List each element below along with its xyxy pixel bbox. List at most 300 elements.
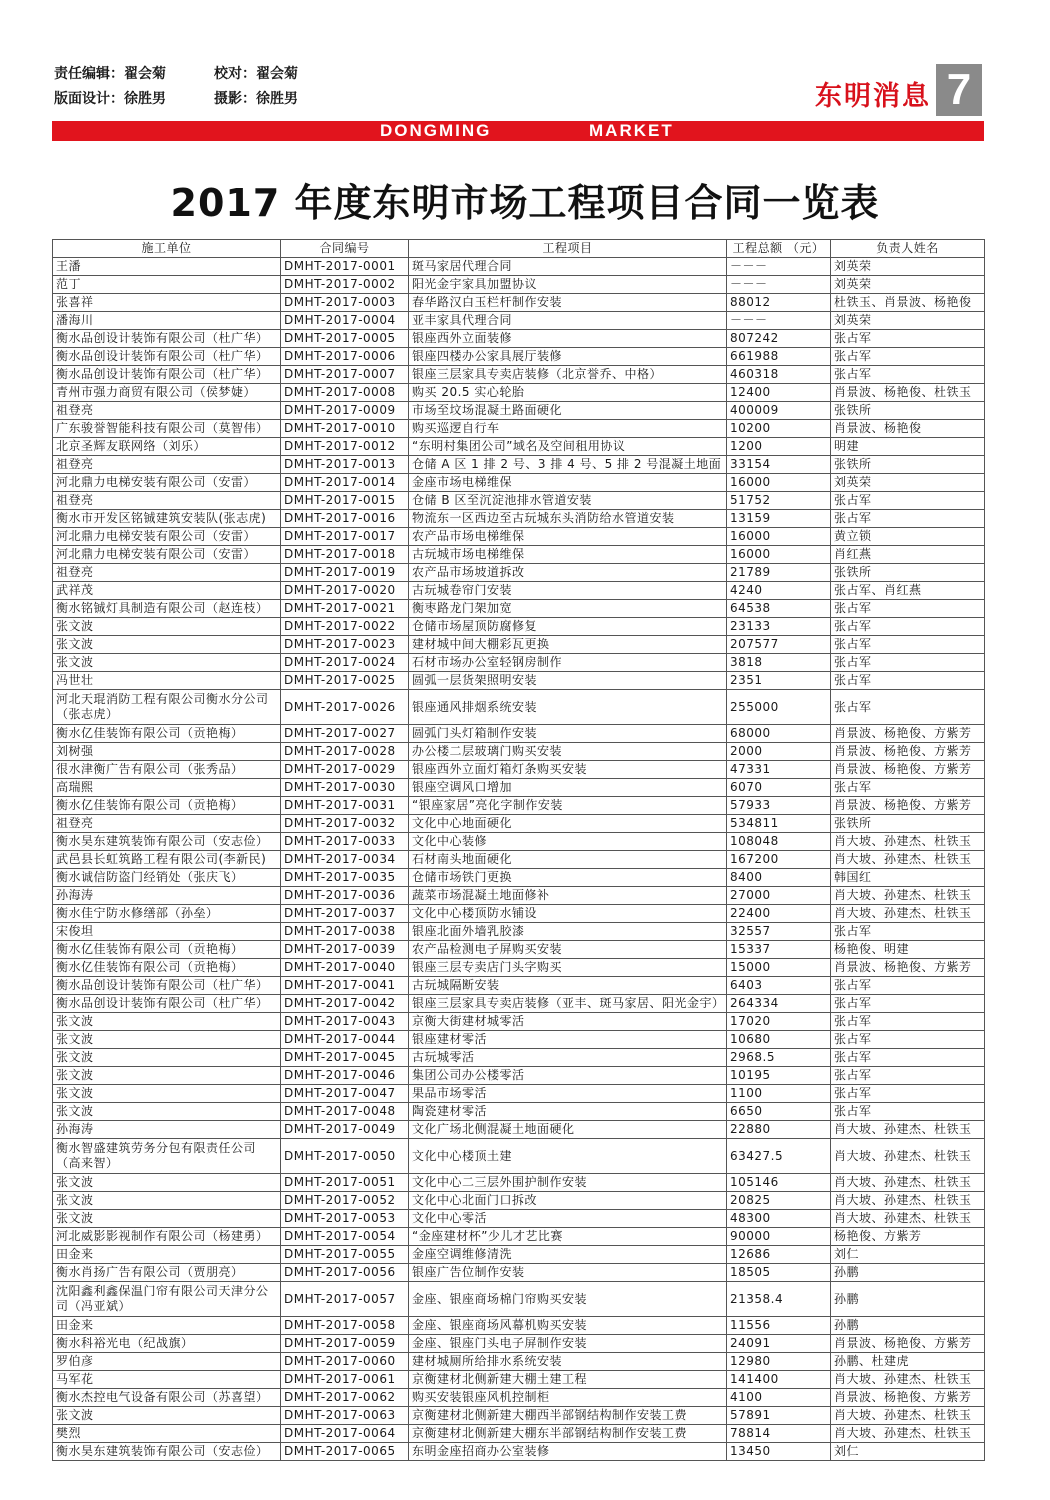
- cell-responsible: 张铁所: [831, 815, 985, 833]
- table-row: [53, 1103, 985, 1121]
- cell-amount: －－－: [727, 258, 831, 276]
- cell-contract-no: DMHT-2017-0055: [281, 1246, 409, 1264]
- cell-responsible: 肖大坡、孙建杰、杜铁玉: [831, 851, 985, 869]
- cell-amount: 88012: [727, 294, 831, 312]
- cell-amount: 22400: [727, 905, 831, 923]
- cell-project: 金座、银座商场风幕机购买安装: [409, 1317, 727, 1335]
- cell-amount: 4100: [727, 1389, 831, 1407]
- cell-contract-no: DMHT-2017-0060: [281, 1353, 409, 1371]
- cell-responsible: 张占军: [831, 1085, 985, 1103]
- cell-amount: 6403: [727, 977, 831, 995]
- page-number: 7: [936, 64, 982, 116]
- cell-contract-no: DMHT-2017-0036: [281, 887, 409, 905]
- table-row: [53, 456, 985, 474]
- cell-contract-no: DMHT-2017-0018: [281, 546, 409, 564]
- cell-contractor: 衡水诚信防盗门经销处（张庆飞）: [53, 869, 281, 887]
- cell-responsible: 杨艳俊、明建: [831, 941, 985, 959]
- cell-amount: 12400: [727, 384, 831, 402]
- cell-contract-no: DMHT-2017-0010: [281, 420, 409, 438]
- table-row: [53, 348, 985, 366]
- credits-block: [54, 62, 298, 112]
- cell-amount: 48300: [727, 1210, 831, 1228]
- cell-project: 银座四楼办公家具展厅装修: [409, 348, 727, 366]
- cell-amount: 207577: [727, 636, 831, 654]
- table-row: [53, 1264, 985, 1282]
- table-row: [53, 1335, 985, 1353]
- cell-amount: 534811: [727, 815, 831, 833]
- cell-responsible: 肖大坡、孙建杰、杜铁玉: [831, 1121, 985, 1139]
- cell-contract-no: DMHT-2017-0046: [281, 1067, 409, 1085]
- cell-project: 亚丰家具代理合同: [409, 312, 727, 330]
- table-row: [53, 1407, 985, 1425]
- cell-contract-no: DMHT-2017-0031: [281, 797, 409, 815]
- table-row: [53, 1085, 985, 1103]
- cell-contractor: 孙海涛: [53, 1121, 281, 1139]
- table-row: [53, 618, 985, 636]
- cell-contract-no: DMHT-2017-0025: [281, 672, 409, 690]
- cell-amount: 400009: [727, 402, 831, 420]
- cell-project: 购买安装银座风机控制柜: [409, 1389, 727, 1407]
- cell-project: 圆弧一层货架照明安装: [409, 672, 727, 690]
- cell-contract-no: DMHT-2017-0038: [281, 923, 409, 941]
- cell-responsible: 肖大坡、孙建杰、杜铁玉: [831, 1210, 985, 1228]
- cell-project: 银座通风排烟系统安装: [409, 690, 727, 725]
- cell-amount: 807242: [727, 330, 831, 348]
- cell-responsible: 张占军: [831, 779, 985, 797]
- cell-responsible: 肖景波、杨艳俊、方紫芳: [831, 797, 985, 815]
- cell-contractor: 祖登亮: [53, 456, 281, 474]
- cell-responsible: 刘英荣: [831, 276, 985, 294]
- cell-amount: 11556: [727, 1317, 831, 1335]
- table-row: [53, 420, 985, 438]
- table-row: [53, 1139, 985, 1174]
- cell-project: 文化中心楼顶防水铺设: [409, 905, 727, 923]
- cell-project: 蔬菜市场混凝土地面修补: [409, 887, 727, 905]
- cell-project: 仓储 B 区至沉淀池排水管道安装: [409, 492, 727, 510]
- cell-contractor: 衡水亿佳装饰有限公司（贡艳梅）: [53, 941, 281, 959]
- cell-responsible: 黄立锁: [831, 528, 985, 546]
- cell-contractor: 衡水亿佳装饰有限公司（贡艳梅）: [53, 725, 281, 743]
- cell-responsible: 肖大坡、孙建杰、杜铁玉: [831, 905, 985, 923]
- cell-responsible: 肖景波、杨艳俊: [831, 420, 985, 438]
- cell-responsible: 肖红燕: [831, 546, 985, 564]
- cell-amount: 90000: [727, 1228, 831, 1246]
- table-row: [53, 941, 985, 959]
- cell-contractor: 张文波: [53, 1031, 281, 1049]
- cell-project: 京衡建材北侧新建大棚土建工程: [409, 1371, 727, 1389]
- cell-responsible: 张铁所: [831, 456, 985, 474]
- table-row: [53, 294, 985, 312]
- cell-contract-no: DMHT-2017-0024: [281, 654, 409, 672]
- cell-responsible: 张占军: [831, 600, 985, 618]
- cell-amount: 47331: [727, 761, 831, 779]
- cell-contractor: 武邑县长虹筑路工程有限公司(李新民): [53, 851, 281, 869]
- cell-project: 集团公司办公楼零活: [409, 1067, 727, 1085]
- cell-contract-no: DMHT-2017-0026: [281, 690, 409, 725]
- cell-contractor: 冯世壮: [53, 672, 281, 690]
- table-row: [53, 761, 985, 779]
- cell-amount: 18505: [727, 1264, 831, 1282]
- cell-contractor: 罗伯彦: [53, 1353, 281, 1371]
- table-row: [53, 510, 985, 528]
- cell-amount: 12980: [727, 1353, 831, 1371]
- column-header-project: 工程项目: [409, 240, 727, 258]
- cell-contractor: 武祥茂: [53, 582, 281, 600]
- cell-amount: 78814: [727, 1425, 831, 1443]
- cell-responsible: 肖大坡、孙建杰、杜铁玉: [831, 1139, 985, 1174]
- cell-project: 衡枣路龙门架加宽: [409, 600, 727, 618]
- table-row: [53, 1443, 985, 1461]
- table-row: [53, 1389, 985, 1407]
- cell-contract-no: DMHT-2017-0012: [281, 438, 409, 456]
- cell-amount: 2000: [727, 743, 831, 761]
- table-row: [53, 258, 985, 276]
- cell-amount: 12686: [727, 1246, 831, 1264]
- cell-contractor: 衡水品创设计装饰有限公司（杜广华）: [53, 348, 281, 366]
- cell-project: “东明村集团公司”域名及空间租用协议: [409, 438, 727, 456]
- table-row: [53, 384, 985, 402]
- cell-contract-no: DMHT-2017-0035: [281, 869, 409, 887]
- cell-amount: －－－: [727, 276, 831, 294]
- cell-amount: 16000: [727, 546, 831, 564]
- cell-contract-no: DMHT-2017-0034: [281, 851, 409, 869]
- cell-responsible: 张占军: [831, 995, 985, 1013]
- cell-responsible: 孙鹏: [831, 1317, 985, 1335]
- table-row: [53, 1174, 985, 1192]
- cell-contractor: 衡水昊东建筑装饰有限公司（安志俭）: [53, 1443, 281, 1461]
- newspaper-brand: 东明消息: [815, 81, 931, 112]
- cell-amount: －－－: [727, 312, 831, 330]
- cell-contractor: 田金来: [53, 1246, 281, 1264]
- cell-project: 金座、银座商场棉门帘购买安装: [409, 1282, 727, 1317]
- cell-project: 购买 20.5 实心轮胎: [409, 384, 727, 402]
- table-row: [53, 887, 985, 905]
- cell-contractor: 河北鼎力电梯安装有限公司（安雷）: [53, 474, 281, 492]
- cell-responsible: 肖大坡、孙建杰、杜铁玉: [831, 887, 985, 905]
- cell-contractor: 河北鼎力电梯安装有限公司（安雷）: [53, 546, 281, 564]
- cell-responsible: 肖景波、杨艳俊、杜铁玉: [831, 384, 985, 402]
- cell-contract-no: DMHT-2017-0033: [281, 833, 409, 851]
- table-row: [53, 492, 985, 510]
- cell-responsible: 张铁所: [831, 564, 985, 582]
- cell-project: 银座广告位制作安装: [409, 1264, 727, 1282]
- cell-project: 建材城厕所给排水系统安装: [409, 1353, 727, 1371]
- table-row: [53, 1031, 985, 1049]
- cell-contractor: 河北鼎力电梯安装有限公司（安雷）: [53, 528, 281, 546]
- table-row: [53, 833, 985, 851]
- cell-project: 银座三层专卖店门头字购买: [409, 959, 727, 977]
- cell-contractor: 张文波: [53, 1085, 281, 1103]
- cell-contractor: 张喜祥: [53, 294, 281, 312]
- cell-contract-no: DMHT-2017-0022: [281, 618, 409, 636]
- cell-responsible: 刘英荣: [831, 312, 985, 330]
- cell-amount: 22880: [727, 1121, 831, 1139]
- cell-amount: 21789: [727, 564, 831, 582]
- cell-contract-no: DMHT-2017-0056: [281, 1264, 409, 1282]
- cell-contractor: 马军花: [53, 1371, 281, 1389]
- cell-contractor: 祖登亮: [53, 492, 281, 510]
- cell-contract-no: DMHT-2017-0049: [281, 1121, 409, 1139]
- cell-contractor: 张文波: [53, 618, 281, 636]
- cell-responsible: 肖大坡、孙建杰、杜铁玉: [831, 1174, 985, 1192]
- cell-contract-no: DMHT-2017-0054: [281, 1228, 409, 1246]
- cell-amount: 105146: [727, 1174, 831, 1192]
- cell-contract-no: DMHT-2017-0045: [281, 1049, 409, 1067]
- cell-responsible: 张占军: [831, 923, 985, 941]
- cell-contractor: 衡水品创设计装饰有限公司（杜广华）: [53, 995, 281, 1013]
- table-header-row: [53, 240, 985, 258]
- cell-project: 建材城中间大棚彩瓦更换: [409, 636, 727, 654]
- cell-contractor: 樊烈: [53, 1425, 281, 1443]
- table-row: [53, 546, 985, 564]
- cell-contractor: 张文波: [53, 1210, 281, 1228]
- cell-responsible: 肖大坡、孙建杰、杜铁玉: [831, 1407, 985, 1425]
- cell-contractor: 衡水智盛建筑劳务分包有限责任公司（高来智）: [53, 1139, 281, 1174]
- banner-word-right: MARKET: [589, 121, 674, 140]
- cell-project: 市场至坟场混凝土路面硬化: [409, 402, 727, 420]
- cell-project: 银座北面外墙乳胶漆: [409, 923, 727, 941]
- cell-amount: 10195: [727, 1067, 831, 1085]
- table-row: [53, 959, 985, 977]
- cell-responsible: 孙鹏: [831, 1264, 985, 1282]
- cell-responsible: 张占军: [831, 636, 985, 654]
- cell-contractor: 张文波: [53, 636, 281, 654]
- cell-contract-no: DMHT-2017-0047: [281, 1085, 409, 1103]
- cell-responsible: 明建: [831, 438, 985, 456]
- cell-project: 阳光金宇家具加盟协议: [409, 276, 727, 294]
- cell-contract-no: DMHT-2017-0058: [281, 1317, 409, 1335]
- cell-project: 银座西外立面装修: [409, 330, 727, 348]
- cell-project: 农产品检测电子屏购买安装: [409, 941, 727, 959]
- cell-contract-no: DMHT-2017-0001: [281, 258, 409, 276]
- table-row: [53, 725, 985, 743]
- cell-amount: 8400: [727, 869, 831, 887]
- cell-amount: 264334: [727, 995, 831, 1013]
- cell-responsible: 张占军、肖红燕: [831, 582, 985, 600]
- cell-contractor: 衡水品创设计装饰有限公司（杜广华）: [53, 366, 281, 384]
- cell-responsible: 张占军: [831, 672, 985, 690]
- cell-contract-no: DMHT-2017-0023: [281, 636, 409, 654]
- cell-project: 仓储市场屋顶防腐修复: [409, 618, 727, 636]
- table-row: [53, 654, 985, 672]
- table-row: [53, 1228, 985, 1246]
- cell-project: 文化中心北面门口拆改: [409, 1192, 727, 1210]
- cell-amount: 13450: [727, 1443, 831, 1461]
- cell-contractor: 衡水市开发区铭铖建筑安装队(张志虎): [53, 510, 281, 528]
- cell-amount: 63427.5: [727, 1139, 831, 1174]
- cell-project: 文化广场北侧混凝土地面硬化: [409, 1121, 727, 1139]
- cell-contractor: 衡水肖扬广告有限公司（贾朋亮）: [53, 1264, 281, 1282]
- table-row: [53, 869, 985, 887]
- cell-project: 文化中心二三层外围护制作安装: [409, 1174, 727, 1192]
- table-row: [53, 923, 985, 941]
- cell-contract-no: DMHT-2017-0021: [281, 600, 409, 618]
- cell-responsible: 张占军: [831, 654, 985, 672]
- cell-contractor: 张文波: [53, 1049, 281, 1067]
- cell-contract-no: DMHT-2017-0062: [281, 1389, 409, 1407]
- cell-project: 文化中心装修: [409, 833, 727, 851]
- cell-project: “金座建材杯”少儿才艺比赛: [409, 1228, 727, 1246]
- cell-contract-no: DMHT-2017-0005: [281, 330, 409, 348]
- cell-contract-no: DMHT-2017-0004: [281, 312, 409, 330]
- proofreader-credit: 校对：翟会菊: [214, 66, 298, 82]
- table-row: [53, 1425, 985, 1443]
- cell-responsible: 刘英荣: [831, 474, 985, 492]
- cell-project: 京衡建材北侧新建大棚东半部钢结构制作安装工费: [409, 1425, 727, 1443]
- page-title: 2017 年度东明市场工程项目合同一览表: [170, 181, 880, 225]
- cell-project: “银座家居”亮化字制作安装: [409, 797, 727, 815]
- cell-responsible: 肖景波、杨艳俊、方紫芳: [831, 1389, 985, 1407]
- cell-amount: 108048: [727, 833, 831, 851]
- cell-contract-no: DMHT-2017-0051: [281, 1174, 409, 1192]
- table-row: [53, 438, 985, 456]
- cell-contractor: 衡水品创设计装饰有限公司（杜广华）: [53, 977, 281, 995]
- cell-responsible: 张占军: [831, 330, 985, 348]
- cell-contract-no: DMHT-2017-0008: [281, 384, 409, 402]
- cell-project: 古玩城卷帘门安装: [409, 582, 727, 600]
- cell-responsible: 肖大坡、孙建杰、杜铁玉: [831, 1192, 985, 1210]
- cell-contractor: 祖登亮: [53, 815, 281, 833]
- cell-contractor: 范丁: [53, 276, 281, 294]
- cell-contractor: 衡水亿佳装饰有限公司（贡艳梅）: [53, 797, 281, 815]
- cell-amount: 68000: [727, 725, 831, 743]
- table-row: [53, 1210, 985, 1228]
- cell-responsible: 肖大坡、孙建杰、杜铁玉: [831, 1371, 985, 1389]
- column-header-contract-no: 合同编号: [281, 240, 409, 258]
- cell-amount: 661988: [727, 348, 831, 366]
- cell-contractor: 张文波: [53, 1192, 281, 1210]
- cell-contract-no: DMHT-2017-0059: [281, 1335, 409, 1353]
- cell-project: 京衡大街建材城零活: [409, 1013, 727, 1031]
- cell-project: 银座建材零活: [409, 1031, 727, 1049]
- cell-contract-no: DMHT-2017-0041: [281, 977, 409, 995]
- cell-responsible: 张占军: [831, 348, 985, 366]
- cell-contractor: 很水津衡广告有限公司（张秀品）: [53, 761, 281, 779]
- cell-contract-no: DMHT-2017-0015: [281, 492, 409, 510]
- cell-contract-no: DMHT-2017-0027: [281, 725, 409, 743]
- cell-contractor: 衡水杰控电气设备有限公司（苏喜望）: [53, 1389, 281, 1407]
- banner-word-left: DONGMING: [380, 121, 492, 140]
- cell-project: 金座、银座门头电子屏制作安装: [409, 1335, 727, 1353]
- table-row: [53, 1353, 985, 1371]
- table-row: [53, 366, 985, 384]
- cell-responsible: 肖大坡、孙建杰、杜铁玉: [831, 833, 985, 851]
- table-row: [53, 1121, 985, 1139]
- cell-contractor: 北京圣辉友联网络（刘乐）: [53, 438, 281, 456]
- cell-responsible: 张占军: [831, 1013, 985, 1031]
- cell-amount: 13159: [727, 510, 831, 528]
- cell-contractor: 衡水亿佳装饰有限公司（贡艳梅）: [53, 959, 281, 977]
- cell-project: 银座三层家具专卖店装修（北京誉乔、中格）: [409, 366, 727, 384]
- table-row: [53, 528, 985, 546]
- cell-contract-no: DMHT-2017-0013: [281, 456, 409, 474]
- cell-amount: 15337: [727, 941, 831, 959]
- cell-contractor: 张文波: [53, 654, 281, 672]
- cell-amount: 15000: [727, 959, 831, 977]
- cell-contract-no: DMHT-2017-0017: [281, 528, 409, 546]
- cell-contractor: 衡水科裕光电（纪战旗）: [53, 1335, 281, 1353]
- editor-credit: 责任编辑：翟会菊: [54, 66, 166, 82]
- layout-design-credit: 版面设计：徐胜男: [54, 91, 166, 107]
- cell-project: 圆弧门头灯箱制作安装: [409, 725, 727, 743]
- cell-responsible: 张占军: [831, 510, 985, 528]
- column-header-contractor: 施工单位: [53, 240, 281, 258]
- cell-contract-no: DMHT-2017-0014: [281, 474, 409, 492]
- cell-amount: 460318: [727, 366, 831, 384]
- cell-contractor: 衡水铭铖灯具制造有限公司（赵连枝）: [53, 600, 281, 618]
- cell-project: 仓储 A 区 1 排 2 号、3 排 4 号、5 排 2 号混凝土地面: [409, 456, 727, 474]
- cell-project: 古玩城市场电梯维保: [409, 546, 727, 564]
- cell-project: 石材南头地面硬化: [409, 851, 727, 869]
- cell-contract-no: DMHT-2017-0019: [281, 564, 409, 582]
- cell-project: 京衡建材北侧新建大棚西半部钢结构制作安装工费: [409, 1407, 727, 1425]
- cell-project: 金座空调维修清洗: [409, 1246, 727, 1264]
- cell-amount: 24091: [727, 1335, 831, 1353]
- cell-project: 办公楼二层玻璃门购买安装: [409, 743, 727, 761]
- cell-contract-no: DMHT-2017-0057: [281, 1282, 409, 1317]
- cell-amount: 3818: [727, 654, 831, 672]
- cell-responsible: 张占军: [831, 366, 985, 384]
- cell-amount: 16000: [727, 528, 831, 546]
- cell-responsible: 杜铁玉、肖景波、杨艳俊: [831, 294, 985, 312]
- table-row: [53, 330, 985, 348]
- cell-amount: 16000: [727, 474, 831, 492]
- cell-project: 农产品市场电梯维保: [409, 528, 727, 546]
- table-row: [53, 1049, 985, 1067]
- cell-contract-no: DMHT-2017-0050: [281, 1139, 409, 1174]
- table-row: [53, 672, 985, 690]
- table-row: [53, 690, 985, 725]
- cell-contract-no: DMHT-2017-0020: [281, 582, 409, 600]
- table-row: [53, 743, 985, 761]
- table-row: [53, 995, 985, 1013]
- table-row: [53, 582, 985, 600]
- cell-contract-no: DMHT-2017-0064: [281, 1425, 409, 1443]
- cell-project: 金座市场电梯维保: [409, 474, 727, 492]
- cell-contract-no: DMHT-2017-0029: [281, 761, 409, 779]
- cell-project: 银座三层家具专卖店装修（亚丰、斑马家居、阳光金宇）: [409, 995, 727, 1013]
- cell-project: 物流东一区西边至古玩城东头消防给水管道安装: [409, 510, 727, 528]
- cell-project: 文化中心楼顶土建: [409, 1139, 727, 1174]
- cell-contractor: 衡水品创设计装饰有限公司（杜广华）: [53, 330, 281, 348]
- cell-contract-no: DMHT-2017-0028: [281, 743, 409, 761]
- cell-amount: 255000: [727, 690, 831, 725]
- cell-contractor: 河北天琨消防工程有限公司衡水分公司（张志虎）: [53, 690, 281, 725]
- cell-responsible: 肖大坡、孙建杰、杜铁玉: [831, 1425, 985, 1443]
- cell-amount: 10680: [727, 1031, 831, 1049]
- cell-contract-no: DMHT-2017-0065: [281, 1443, 409, 1461]
- table-row: [53, 1282, 985, 1317]
- cell-amount: 51752: [727, 492, 831, 510]
- cell-amount: 57891: [727, 1407, 831, 1425]
- table-row: [53, 312, 985, 330]
- cell-amount: 20825: [727, 1192, 831, 1210]
- cell-amount: 6070: [727, 779, 831, 797]
- cell-contract-no: DMHT-2017-0063: [281, 1407, 409, 1425]
- cell-project: 陶瓷建材零活: [409, 1103, 727, 1121]
- cell-contractor: 衡水昊东建筑装饰有限公司（安志俭）: [53, 833, 281, 851]
- cell-contractor: 祖登亮: [53, 402, 281, 420]
- cell-contract-no: DMHT-2017-0039: [281, 941, 409, 959]
- table-row: [53, 474, 985, 492]
- cell-contractor: 张文波: [53, 1174, 281, 1192]
- cell-contract-no: DMHT-2017-0043: [281, 1013, 409, 1031]
- cell-contract-no: DMHT-2017-0009: [281, 402, 409, 420]
- cell-amount: 32557: [727, 923, 831, 941]
- cell-contract-no: DMHT-2017-0037: [281, 905, 409, 923]
- cell-contract-no: DMHT-2017-0040: [281, 959, 409, 977]
- cell-contract-no: DMHT-2017-0053: [281, 1210, 409, 1228]
